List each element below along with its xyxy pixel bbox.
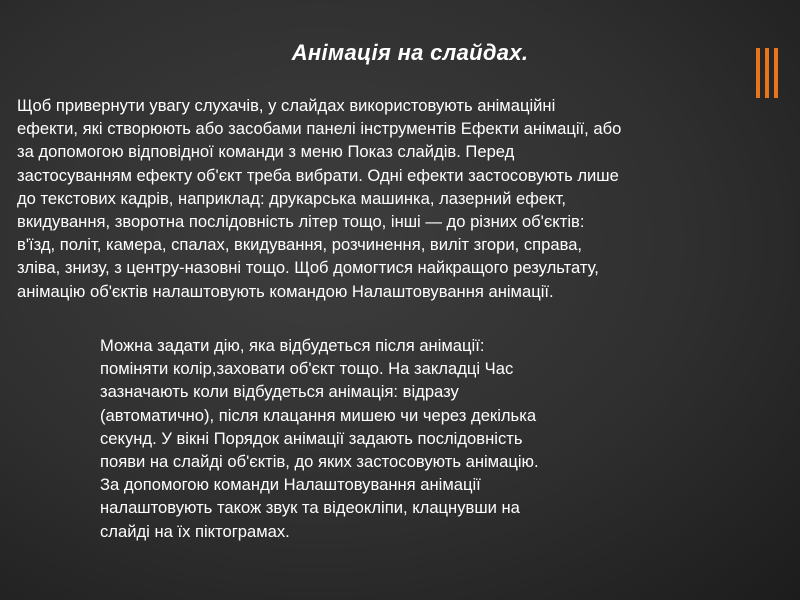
body-paragraph-1: Щоб привернути увагу слухачів, у слайдах використовують анімаційні ефекти, які створюють або засобами панелі інструментів Ефекти анімації, або за допомогою відповідної команди з меню Показ слайдів. Перед застосуванням ефекту об'єкт треба вибрати. Одні ефекти застосовують лише до текстових кадрів, наприклад: друкарська машинка, лазерний ефект, вкидування, зворотна послідовність літер тощо, інші — до різних об'єктів: в'їзд, політ, камера, спалах, вкидування, розчинення, виліт згори, справа, зліва, знизу, з центру-назовні тощо. Щоб домогтися найкращого результату, анімацію об'єктів налаштовують командою Налаштовування анімації. [17,96,622,301]
body-paragraph-2: Можна задати дію, яка відбудеться після анімації: поміняти колір,заховати об'єкт тощо. На закладці Час зазначають коли відбудеться анімація: відразу (автоматично), після клацання мишею чи через декілька секунд. У вікні Порядок анімації задають послідовність появи на слайді об'єктів, до яких застосовують анімацію. За допомогою команди Налаштовування анімації налаштовують також звук та відеокліпи, клацнувши на слайді на їх піктограмах. [100,336,539,541]
slide-title: Анімація на слайдах. [291,40,529,65]
